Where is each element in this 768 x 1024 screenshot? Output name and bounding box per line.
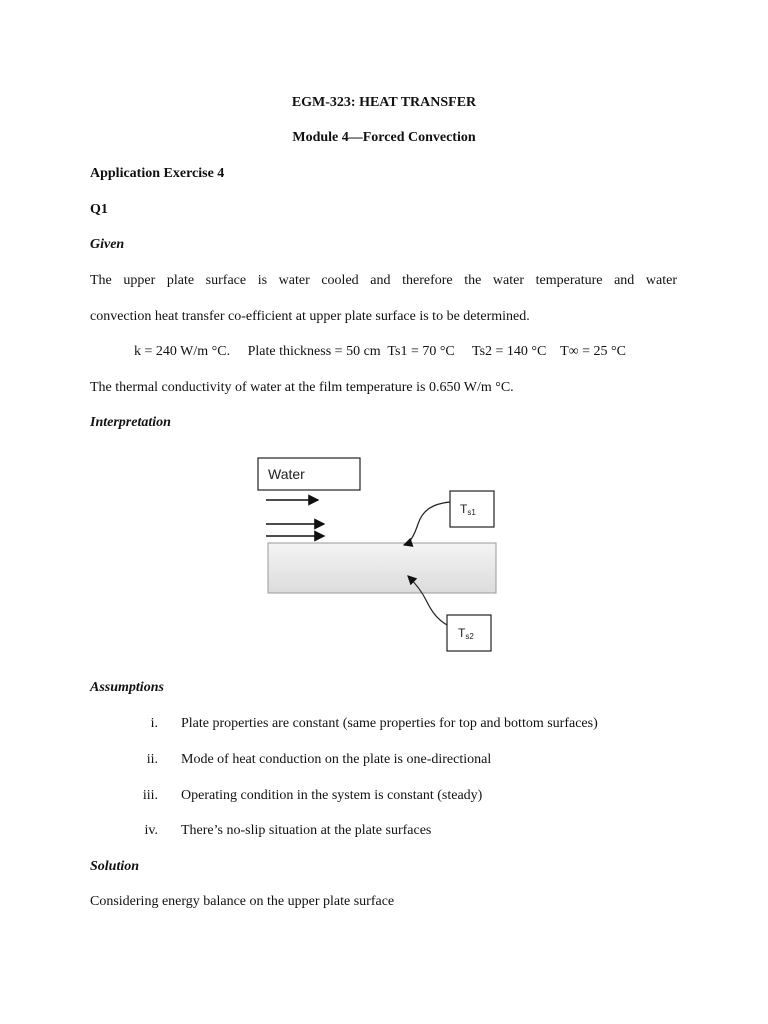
assumption-text: There’s no-slip situation at the plate surfaces bbox=[181, 823, 432, 838]
conductivity-statement: The thermal conductivity of water at the film temperature is 0.650 W/m °C. bbox=[90, 380, 514, 395]
assumption-text: Mode of heat conduction on the plate is one-directional bbox=[181, 752, 492, 767]
module-title: Module 4—Forced Convection bbox=[292, 130, 476, 145]
solution-text: Considering energy balance on the upper plate surface bbox=[90, 894, 395, 909]
plate bbox=[268, 543, 496, 593]
assumption-number: iv. bbox=[144, 823, 158, 838]
given-values: k = 240 W/m °C. Plate thickness = 50 cm Ts1 = 70 °C Ts2 = 140 °C T∞ = 25 °C bbox=[134, 344, 626, 359]
ts1-label: Ts1 bbox=[460, 502, 476, 517]
assumption-number: i. bbox=[150, 716, 158, 731]
ts1-label-box bbox=[450, 491, 494, 527]
interpretation-heading: Interpretation bbox=[90, 415, 171, 430]
ts2-label-box bbox=[447, 615, 491, 651]
assumptions-heading: Assumptions bbox=[90, 680, 164, 695]
ts2-label: Ts2 bbox=[458, 626, 474, 641]
plate-diagram bbox=[240, 450, 510, 660]
assumption-number: ii. bbox=[146, 752, 158, 767]
assumption-number: iii. bbox=[142, 788, 158, 803]
question-label: Q1 bbox=[90, 202, 108, 217]
exercise-title: Application Exercise 4 bbox=[90, 166, 225, 181]
water-label: Water bbox=[268, 466, 305, 482]
assumption-text: Plate properties are constant (same properties for top and bottom surfaces) bbox=[181, 716, 598, 731]
water-label-box bbox=[258, 458, 360, 490]
ts1-pointer bbox=[404, 502, 450, 545]
given-heading: Given bbox=[90, 237, 125, 252]
given-paragraph-line1: The upper plate surface is water cooled and therefore the water temperature and water bbox=[90, 273, 677, 288]
assumption-text: Operating condition in the system is constant (steady) bbox=[181, 788, 483, 803]
solution-heading: Solution bbox=[90, 859, 140, 874]
course-title: EGM-323: HEAT TRANSFER bbox=[291, 95, 477, 110]
given-paragraph-line2: convection heat transfer co-efficient at upper plate surface is to be determined. bbox=[90, 309, 530, 324]
